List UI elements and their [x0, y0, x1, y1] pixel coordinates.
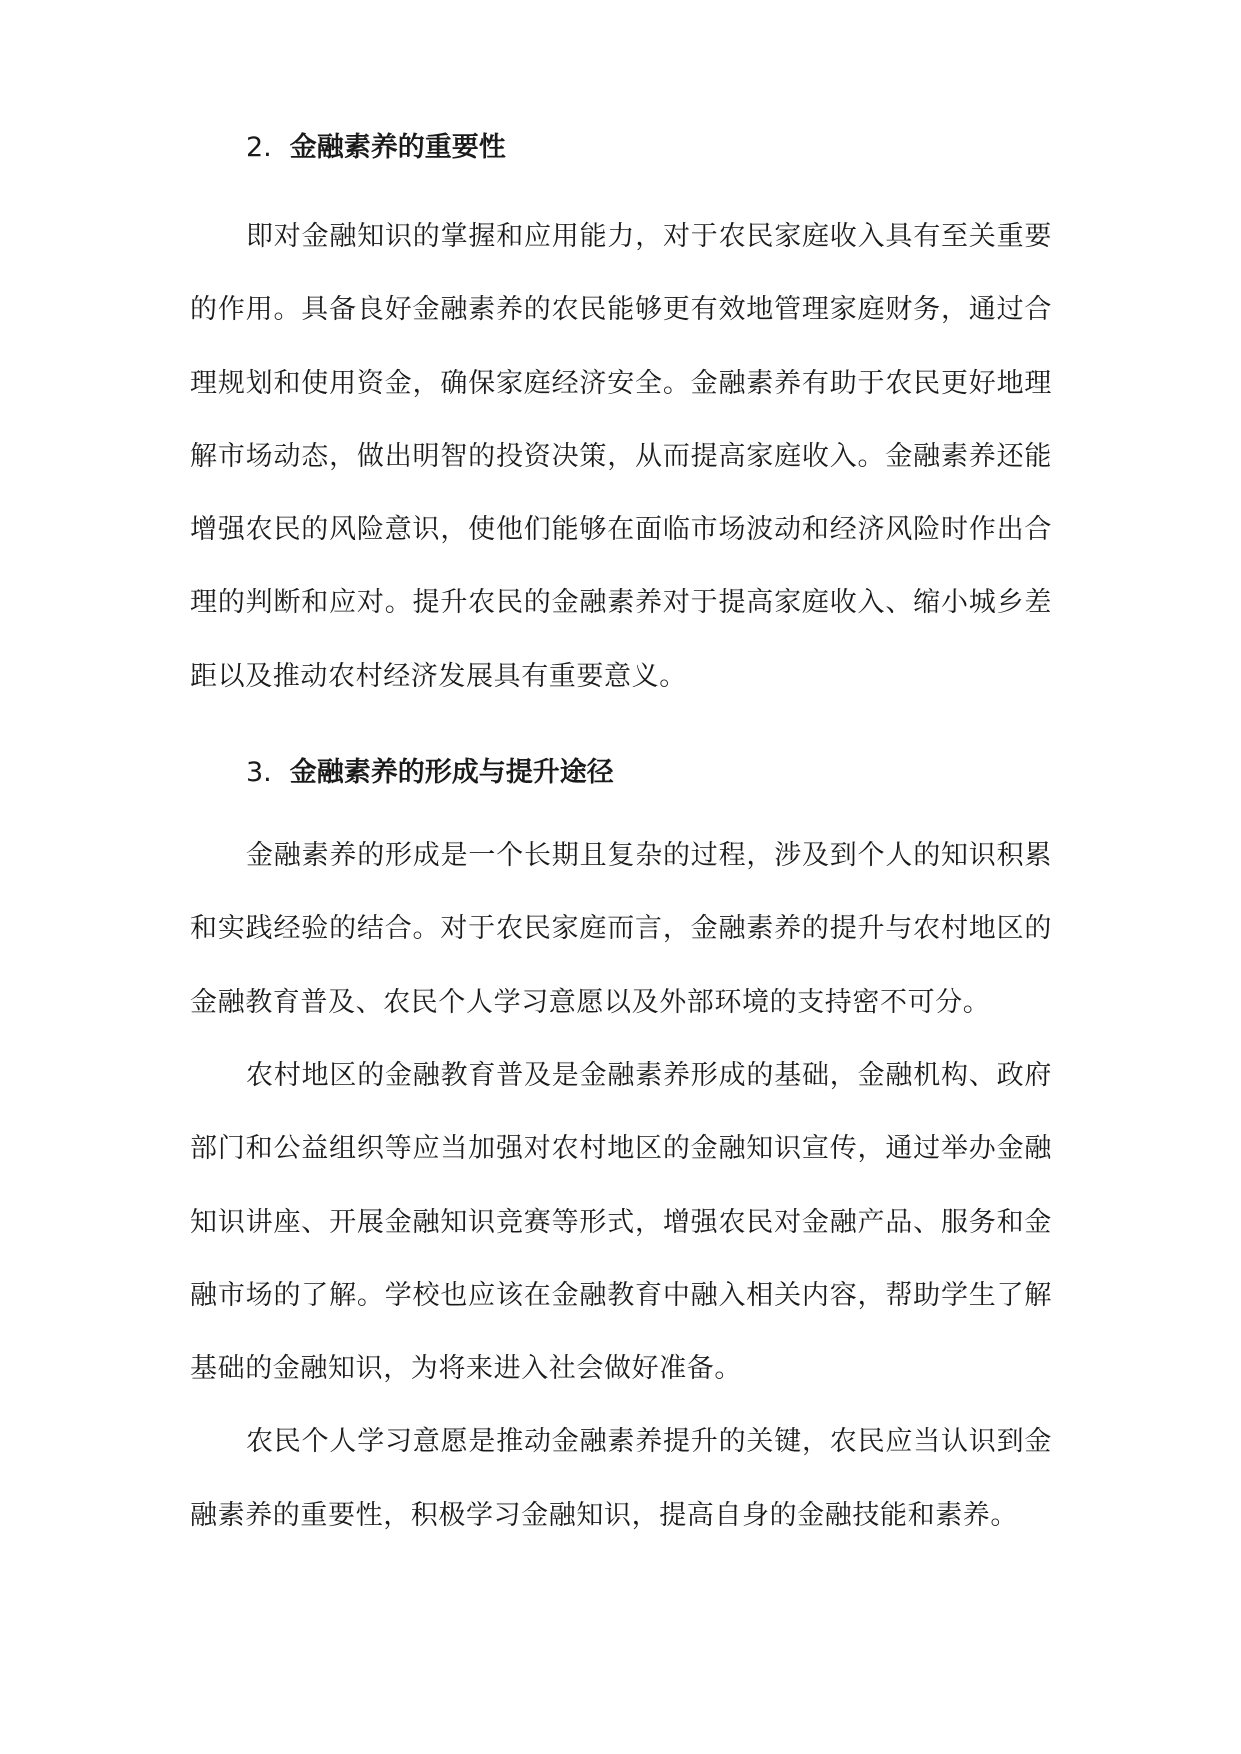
section-heading-3 — [190, 751, 1052, 795]
section-heading-2 — [190, 126, 1052, 170]
section-number: 2. — [246, 132, 272, 163]
section-title: 金融素养的重要性 — [289, 132, 506, 163]
paragraph: 农村地区的金融教育普及是金融素养形成的基础，金融机构、政府部门和公益组织等应当加强对农村地区的金融知识宣传，通过举办金融知识讲座、开展金融知识竞赛等形式，增强农民对金融产品、服务和金融市场的了解。学校也应该在金融教育中融入相关内容，帮助学生了解基础的金融知识，为将来进入社会做好准备。 — [190, 1059, 1052, 1385]
document-body — [190, 126, 1052, 1552]
paragraph: 金融素养的形成是一个长期且复杂的过程，涉及到个人的知识积累和实践经验的结合。对于农民家庭而言，金融素养的提升与农村地区的金融教育普及、农民个人学习意愿以及外部环境的支持密不可分。 — [190, 840, 1052, 1018]
paragraph: 即对金融知识的掌握和应用能力，对于农民家庭收入具有至关重要的作用。具备良好金融素养的农民能够更有效地管理家庭财务，通过合理规划和使用资金，确保家庭经济安全。金融素养有助于农民更好地理解市场动态，做出明智的投资决策，从而提高家庭收入。金融素养还能增强农民的风险意识，使他们能够在面临市场波动和经济风险时作出合理的判断和应对。提升农民的金融素养对于提高家庭收入、缩小城乡差距以及推动农村经济发展具有重要意义。 — [190, 221, 1052, 692]
section-title: 金融素养的形成与提升途径 — [289, 757, 614, 789]
section-number: 3. — [246, 757, 272, 789]
paragraph: 农民个人学习意愿是推动金融素养提升的关键，农民应当认识到金融素养的重要性，积极学习金融知识，提高自身的金融技能和素养。 — [190, 1426, 1052, 1531]
